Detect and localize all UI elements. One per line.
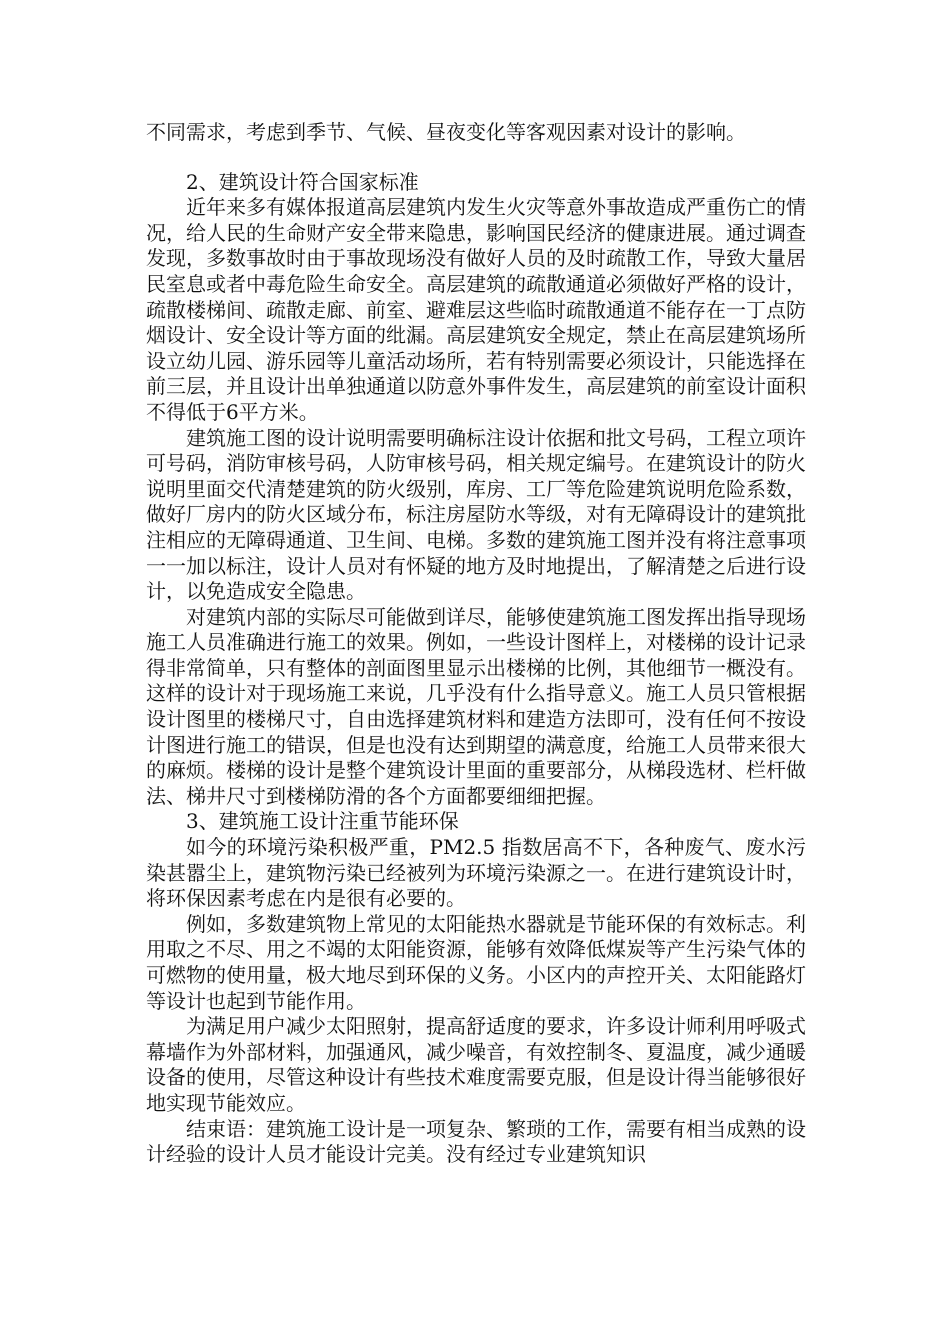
- paragraph-solar-example: 例如，多数建筑物上常见的太阳能热水器就是节能环保的有效标志。利用取之不尽、用之不竭的太阳能资源，能够有效降低煤炭等产生污染气体的可燃物的使用量，极大地尽到环保的义务。小区内的声控开关、太阳能路灯等设计也起到节能作用。: [146, 911, 806, 1013]
- document-body: [146, 120, 806, 1168]
- paragraph-fire-safety: 近年来多有媒体报道高层建筑内发生火灾等意外事故造成严重伤亡的情况，给人民的生命财产安全带来隐患，影响国民经济的健康进展。通过调查发现，多数事故时由于事故现场没有做好人员的及时疏散工作，导致大量居民室息或者中毒危险生命安全。高层建筑的疏散通道必须做好严格的设计，疏散楼梯间、疏散走廊、前室、避难层这些临时疏散通道不能存在一丁点防烟设计、安全设计等方面的纰漏。高层建筑安全规定，禁止在高层建筑场所设立幼儿园、游乐园等儿童活动场所，若有特别需要必须设计，只能选择在前三层，并且设计出单独通道以防意外事件发生，高层建筑的前室设计面积不得低于6平方米。: [146, 195, 806, 424]
- paragraph-interior-detail: 对建筑内部的实际尽可能做到详尽，能够使建筑施工图发挥出指导现场施工人员准确进行施工的效果。例如，一些设计图样上，对楼梯的设计记录得非常简单，只有整体的剖面图里显示出楼梯的比例，其他细节一概没有。这样的设计对于现场施工来说，几乎没有什么指导意义。施工人员只管根据设计图里的楼梯尺寸，自由选择建筑材料和建造方法即可，没有任何不按设计图进行施工的错误，但是也没有达到期望的满意度，给施工人员带来很大的麻烦。楼梯的设计是整个建筑设计里面的重要部分，从梯段选材、栏杆做法、梯井尺寸到楼梯防滑的各个方面都要细细把握。: [146, 604, 806, 808]
- paragraph-construction-drawing: 建筑施工图的设计说明需要明确标注设计依据和批文号码，工程立项许可号码，消防审核号码，人防审核号码，相关规定编号。在建筑设计的防火说明里面交代清楚建筑的防火级别，库房、工厂等危险建筑说明危险系数，做好厂房内的防火区域分布，标注房屋防水等级，对有无障碍设计的建筑批注相应的无障碍通道、卫生间、电梯。多数的建筑施工图并没有将注意事项一一加以标注，设计人员对有怀疑的地方及时地提出，了解清楚之后进行设计，以免造成安全隐患。: [146, 425, 806, 604]
- paragraph-conclusion: 结束语：建筑施工设计是一项复杂、繁琐的工作，需要有相当成熟的设计经验的设计人员才能设计完美。没有经过专业建筑知识: [146, 1116, 806, 1167]
- section-heading-2: 2、建筑设计符合国家标准: [186, 169, 419, 194]
- paragraph-curtain-wall: 为满足用户减少太阳照射，提高舒适度的要求，许多设计师利用呼吸式幕墙作为外部材料，加强通风，减少噪音，有效控制冬、夏温度，减少通暖设备的使用，尽管这种设计有些技术难度需要克服，但是设计得当能够很好地实现节能效应。: [146, 1014, 806, 1115]
- paragraph-environment: 如今的环境污染积极严重，PM2.5 指数居高不下，各种废气、废水污染甚嚣尘上，建筑物污染已经被列为环境污染源之一。在进行建筑设计时，将环保因素考虑在内是很有必要的。: [146, 835, 806, 911]
- section-heading-3: 3、建筑施工设计注重节能环保: [186, 809, 459, 834]
- paragraph-continued: 不同需求，考虑到季节、气候、昼夜变化等客观因素对设计的影响。: [146, 120, 746, 144]
